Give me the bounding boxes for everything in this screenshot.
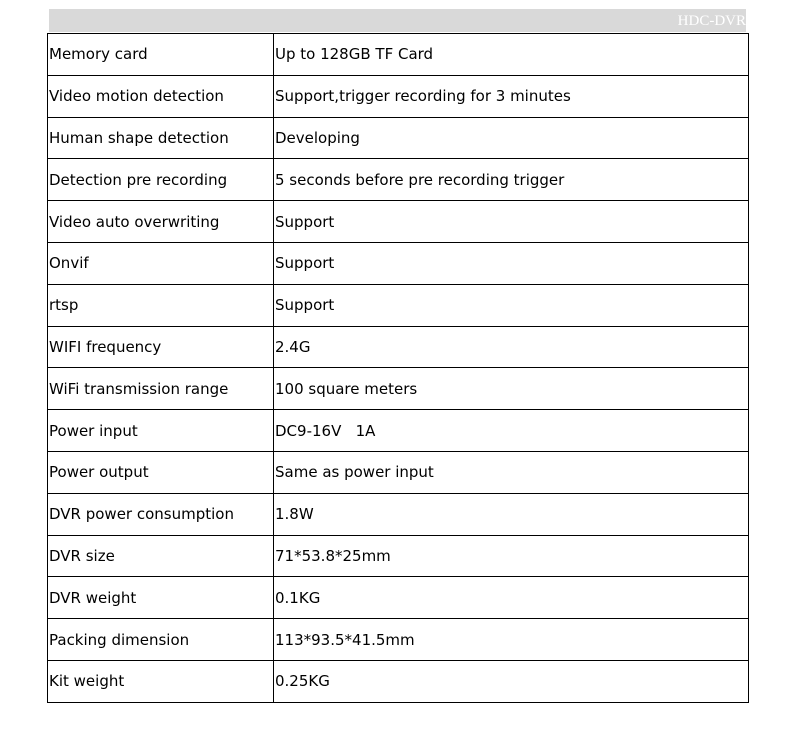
table-row	[48, 117, 749, 159]
spec-label: Video motion detection	[48, 75, 274, 117]
spec-value: 113*93.5*41.5mm	[274, 619, 749, 661]
table-row	[48, 410, 749, 452]
spec-value: 5 seconds before pre recording trigger	[274, 159, 749, 201]
spec-value: Same as power input	[274, 451, 749, 493]
table-row	[48, 201, 749, 243]
spec-value: Support,trigger recording for 3 minutes	[274, 75, 749, 117]
table-row	[48, 159, 749, 201]
spec-value: 2.4G	[274, 326, 749, 368]
table-row	[48, 34, 749, 76]
spec-label: Human shape detection	[48, 117, 274, 159]
spec-value: Developing	[274, 117, 749, 159]
header-title: HDC-DVR	[677, 13, 746, 29]
spec-label: rtsp	[48, 284, 274, 326]
spec-label: Power input	[48, 410, 274, 452]
spec-label: Video auto overwriting	[48, 201, 274, 243]
spec-value: 0.1KG	[274, 577, 749, 619]
spec-label: Power output	[48, 451, 274, 493]
table-row	[48, 535, 749, 577]
spec-label: DVR weight	[48, 577, 274, 619]
table-row	[48, 75, 749, 117]
spec-label: WiFi transmission range	[48, 368, 274, 410]
table-row	[48, 619, 749, 661]
spec-value: Support	[274, 201, 749, 243]
spec-table	[47, 33, 749, 703]
table-row	[48, 493, 749, 535]
spec-value: 0.25KG	[274, 660, 749, 702]
spec-value: Up to 128GB TF Card	[274, 34, 749, 76]
spec-value: 1.8W	[274, 493, 749, 535]
table-row	[48, 242, 749, 284]
spec-label: Memory card	[48, 34, 274, 76]
spec-value: Support	[274, 284, 749, 326]
spec-label: Onvif	[48, 242, 274, 284]
spec-value: 100 square meters	[274, 368, 749, 410]
table-row	[48, 577, 749, 619]
spec-value: DC9-16V 1A	[274, 410, 749, 452]
table-row	[48, 660, 749, 702]
spec-label: Kit weight	[48, 660, 274, 702]
table-row	[48, 451, 749, 493]
spec-value: Support	[274, 242, 749, 284]
table-row	[48, 284, 749, 326]
spec-label: Detection pre recording	[48, 159, 274, 201]
spec-label: WIFI frequency	[48, 326, 274, 368]
table-row	[48, 368, 749, 410]
header-bar	[49, 9, 746, 32]
table-row	[48, 326, 749, 368]
spec-value: 71*53.8*25mm	[274, 535, 749, 577]
spec-label: Packing dimension	[48, 619, 274, 661]
spec-label: DVR power consumption	[48, 493, 274, 535]
spec-label: DVR size	[48, 535, 274, 577]
